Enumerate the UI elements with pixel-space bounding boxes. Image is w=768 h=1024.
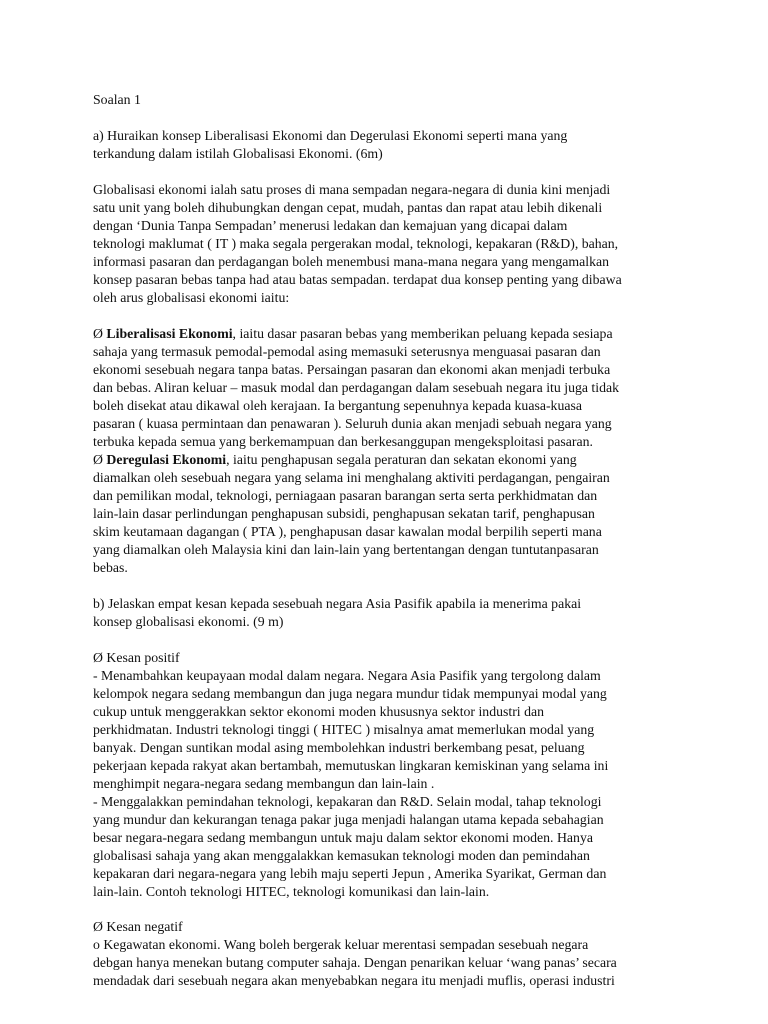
liberalisasi-paragraph: [93, 325, 728, 451]
kesan-positif-line: - Menggalakkan pemindahan teknologi, kepakaran dan R&D. Selain modal, tahap teknologi: [93, 794, 602, 809]
intro-line: Globalisasi ekonomi ialah satu proses di mana sempadan negara-negara di dunia kini menjadi: [93, 182, 611, 197]
deregulasi-first-text: , iaitu penghapusan segala peraturan dan sekatan ekonomi yang: [226, 452, 577, 467]
bullet-symbol: Ø: [93, 452, 107, 467]
section-heading: Soalan 1: [93, 92, 141, 107]
intro-line: satu unit yang boleh dihubungkan dengan cepat, mudah, pantas dan rapat atau lebih dikenali: [93, 200, 603, 215]
question-b: [93, 595, 728, 631]
question-b-line: b) Jelaskan empat kesan kepada sesebuah negara Asia Pasifik apabila ia menerima pakai: [93, 596, 582, 611]
kesan-positif-line: yang mundur dan kekurangan tenaga pakar juga menjadi halangan utama kepada sebahagian: [93, 812, 604, 827]
liberalisasi-line: pasaran ( kuasa permintaan dan penawaran ). Seluruh dunia akan menjadi sebuah negara yang: [93, 416, 612, 431]
liberalisasi-line: sahaja yang termasuk pemodal-pemodal asing memasuki seterusnya menguasai pasaran dan: [93, 344, 601, 359]
intro-line: informasi pasaran dan perdagangan boleh menembusi mana-mana negara yang mengamalkan: [93, 254, 610, 269]
question-a: [93, 127, 728, 163]
kesan-positif-line: kelompok negara sedang membangun dan juga negara mundur tidak mempunyai modal yang: [93, 686, 607, 701]
deregulasi-line: lain-lain dasar perlindungan penghapusan subsidi, penghapusan sekatan tarif, penghapusan: [93, 506, 595, 521]
liberalisasi-line: ekonomi sesebuah negara tanpa batas. Persaingan pasaran dan ekonomi akan menjadi terbuka: [93, 362, 611, 377]
kesan-positif-line: perkhidmatan. Industri teknologi tinggi ( HITEC ) misalnya amat memerlukan modal yang: [93, 722, 595, 737]
kesan-positif-line: besar negara-negara sedang membangun untuk maju dalam sektor ekonomi moden. Hanya: [93, 830, 593, 845]
intro-line: dengan ‘Dunia Tanpa Sempadan’ menerusi ledakan dan kemajuan yang dicapai dalam: [93, 218, 568, 233]
intro-line: oleh arus globalisasi ekonomi iaitu:: [93, 290, 290, 305]
liberalisasi-first-text: , iaitu dasar pasaran bebas yang memberikan peluang kepada sesiapa: [232, 326, 613, 341]
kesan-positif-line: banyak. Dengan suntikan modal asing membolehkan industri berkembang pesat, peluang: [93, 740, 585, 755]
liberalisasi-first-line: [93, 325, 728, 343]
kesan-positif-line: - Menambahkan keupayaan modal dalam negara. Negara Asia Pasifik yang tergolong dalam: [93, 668, 601, 683]
deregulasi-term: Deregulasi Ekonomi: [106, 452, 227, 467]
intro-line: konsep pasaran bebas tanpa had atau batas sempadan. terdapat dua konsep penting yang dibawa: [93, 272, 622, 287]
kesan-positif-line: menghimpit negara-negara sedang membangun dan lain-lain .: [93, 776, 435, 791]
deregulasi-line: diamalkan oleh sesebuah negara yang selama ini menghalang aktiviti perdagangan, pengairan: [93, 470, 610, 485]
kesan-positif-line: pekerjaan kepada rakyat akan bertambah, memutuskan lingkaran kemiskinan yang selama ini: [93, 758, 609, 773]
deregulasi-line: yang diamalkan oleh Malaysia kini dan lain-lain yang bertentangan dengan tuntutanpasaran: [93, 542, 599, 557]
liberalisasi-term: Liberalisasi Ekonomi: [106, 326, 233, 341]
liberalisasi-line: terbuka kepada semua yang berkemampuan dan berkesanggupan mengeksploitasi pasaran.: [93, 434, 593, 449]
kesan-negatif-section: [93, 918, 728, 990]
kesan-negatif-line: mendadak dari sesebuah negara akan menyebabkan negara itu menjadi muflis, operasi industri: [93, 973, 615, 988]
deregulasi-line: dan pemilikan modal, teknologi, perniagaan pasaran barangan serta serta perkhidmatan dan: [93, 488, 598, 503]
kesan-negatif-line: debgan hanya menekan butang computer sahaja. Dengan penarikan keluar ‘wang panas’ secara: [93, 955, 617, 970]
kesan-positif-section: [93, 649, 728, 901]
liberalisasi-line: boleh disekat atau dikawal oleh kerajaan. Ia bergantung sepenuhnya kepada kuasa-kuasa: [93, 398, 582, 413]
kesan-negatif-line: o Kegawatan ekonomi. Wang boleh bergerak keluar merentasi sempadan sesebuah negara: [93, 937, 589, 952]
deregulasi-line: skim keutamaan dagangan ( PTA ), penghapusan dasar kawalan modal berpilih seperti mana: [93, 524, 602, 539]
intro-line: teknologi maklumat ( IT ) maka segala pergerakan modal, teknologi, kepakaran (R&D), bahan,: [93, 236, 619, 251]
kesan-negatif-heading: Ø Kesan negatif: [93, 919, 183, 934]
deregulasi-first-line: [93, 451, 728, 469]
kesan-positif-line: cukup untuk menggerakkan sektor ekonomi moden khususnya sektor industri dan: [93, 704, 544, 719]
kesan-positif-line: kepakaran dari negara-negara yang lebih maju seperti Jepun , Amerika Syarikat, German dan: [93, 866, 607, 881]
kesan-positif-line: lain-lain. Contoh teknologi HITEC, teknologi komunikasi dan lain-lain.: [93, 884, 490, 899]
question-a-line: a) Huraikan konsep Liberalisasi Ekonomi dan Degerulasi Ekonomi seperti mana yang: [93, 128, 568, 143]
question-a-line: terkandung dalam istilah Globalisasi Ekonomi. (6m): [93, 146, 383, 161]
deregulasi-paragraph: [93, 451, 728, 577]
liberalisasi-line: dan bebas. Aliran keluar – masuk modal dan perdagangan dalam sesebuah negara itu juga tidak: [93, 380, 620, 395]
kesan-positif-heading: Ø Kesan positif: [93, 650, 180, 665]
deregulasi-line: bebas.: [93, 560, 128, 575]
kesan-positif-line: globalisasi sahaja yang akan menggalakkan kemasukan teknologi moden dan pemindahan: [93, 848, 590, 863]
question-b-line: konsep globalisasi ekonomi. (9 m): [93, 614, 284, 629]
bullet-symbol: Ø: [93, 326, 107, 341]
intro-paragraph: [93, 181, 728, 307]
